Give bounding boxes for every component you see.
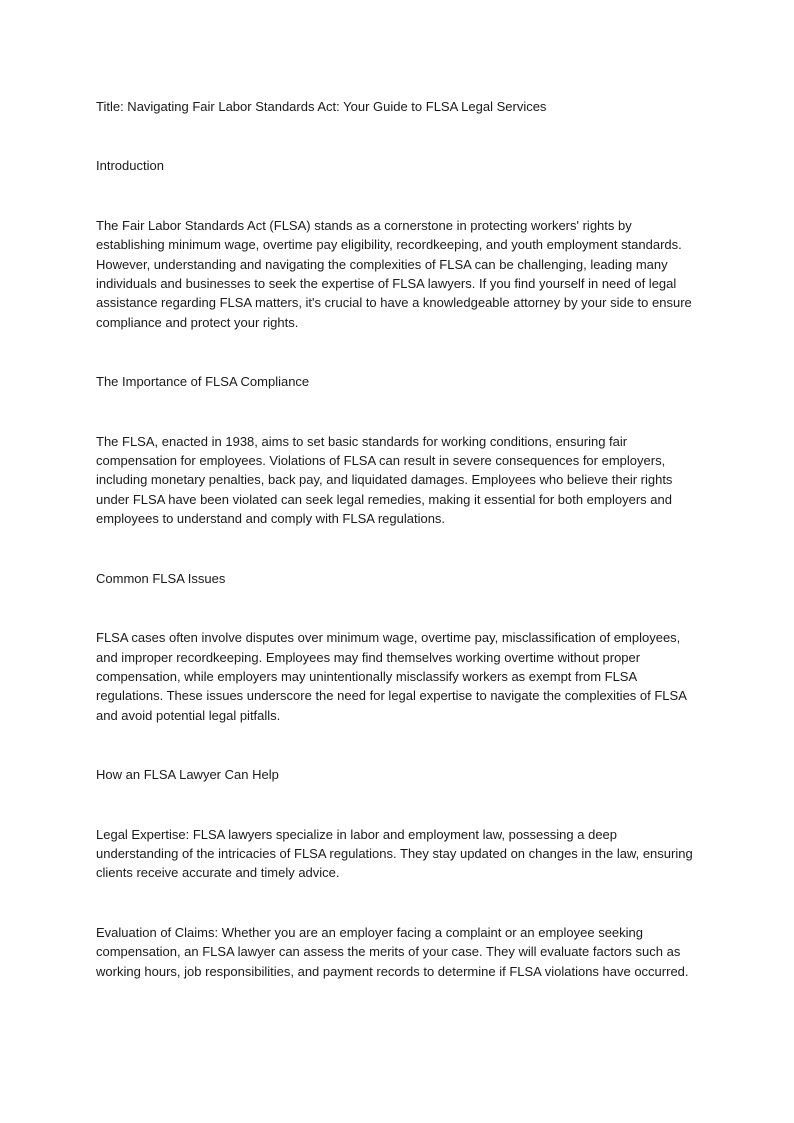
paragraph-legal-expertise: Legal Expertise: FLSA lawyers specialize in labor and employment law, possessing a deep understanding of the intricacies of FLSA regulations. They stay updated on changes in the law, ensuring clients receive accurate and timely advice.	[96, 826, 693, 881]
section-heading-common-issues: Common FLSA Issues	[96, 570, 226, 586]
section-heading-importance: The Importance of FLSA Compliance	[96, 374, 310, 390]
paragraph-importance: The FLSA, enacted in 1938, aims to set basic standards for working conditions, ensuring fair compensation for employees. Violations of FLSA can result in severe consequences for employers, including monetary penalties, back pay, and liquidated damages. Employees who believe their rights under FLSA have been violated can seek legal remedies, making it essential for both employers and employees to understand and comply with FLSA regulations.	[96, 433, 673, 527]
section-heading-how-lawyer-helps: How an FLSA Lawyer Can Help	[96, 767, 279, 783]
paragraph-common-issues: FLSA cases often involve disputes over minimum wage, overtime pay, misclassification of employees, and improper recordkeeping. Employees may find themselves working overtime without proper compensation, while employers may unintentionally misclassify workers as exempt from FLSA regulations. These issues underscore the need for legal expertise to navigate the complexities of FLSA and avoid potential legal pitfalls.	[96, 630, 687, 723]
section-heading-introduction: Introduction	[96, 158, 164, 174]
paragraph-evaluation-of-claims: Evaluation of Claims: Whether you are an employer facing a complaint or an employee seeking compensation, an FLSA lawyer can assess the merits of your case. They will evaluate factors such as working hours, job responsibilities, and payment records to determine if FLSA violations have occurred.	[96, 924, 689, 979]
paragraph-introduction: The Fair Labor Standards Act (FLSA) stands as a cornerstone in protecting workers' rights by establishing minimum wage, overtime pay eligibility, recordkeeping, and youth employment standards. However, understanding and navigating the complexities of FLSA can be challenging, leading many individuals and businesses to seek the expertise of FLSA lawyers. If you find yourself in need of legal assistance regarding FLSA matters, it's crucial to have a knowledgeable attorney by your side to ensure compliance and protect your rights.	[96, 217, 692, 330]
document-title: Title: Navigating Fair Labor Standards Act: Your Guide to FLSA Legal Services	[96, 99, 547, 114]
document-body	[96, 97, 700, 981]
